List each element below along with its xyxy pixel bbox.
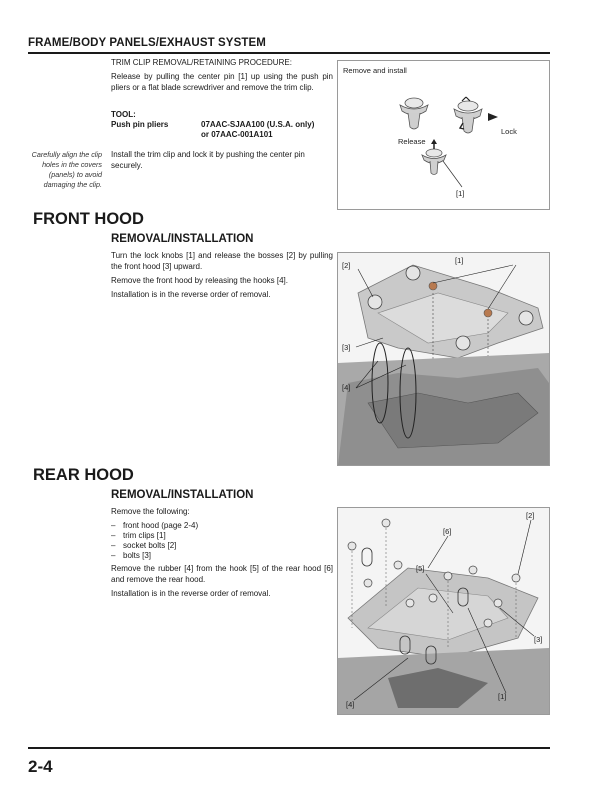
front-hood-figure <box>337 252 550 466</box>
rear-hood-step-2: Installation is in the reverse order of removal. <box>111 589 271 598</box>
rear-hood-figure <box>337 507 550 715</box>
rear-hood-title: REAR HOOD <box>33 466 134 484</box>
trim-clip-illustration <box>338 61 549 209</box>
front-hood-subtitle: REMOVAL/INSTALLATION <box>111 233 254 245</box>
front-hood-step-2: Remove the front hood by releasing the hooks [4]. <box>111 276 288 285</box>
list-item: – bolts [3] <box>111 551 333 561</box>
list-item: – trim clips [1] <box>111 531 333 541</box>
tool-label: TOOL: <box>111 110 136 119</box>
trim-clip-heading: TRIM CLIP REMOVAL/RETAINING PROCEDURE: <box>111 58 292 67</box>
lock-label: Lock <box>501 127 517 136</box>
rear-hood-intro: Remove the following: <box>111 507 190 516</box>
rear-callout-1: [1] <box>498 692 507 701</box>
rear-hood-subtitle: REMOVAL/INSTALLATION <box>111 489 254 501</box>
rear-hood-step-1: Remove the rubber [4] from the hook [5] of the rear hood [6] and remove the rear hood. <box>111 564 333 584</box>
rear-callout-3: [3] <box>534 635 543 644</box>
trim-clip-install-text: Install the trim clip and lock it by pushing the center pin securely. <box>111 150 305 170</box>
tool-part-2: or 07AAC-001A101 <box>201 130 273 139</box>
trim-clip-figure <box>337 60 550 210</box>
callout-1: [1] <box>456 189 465 198</box>
page-number: 2-4 <box>28 757 53 776</box>
front-hood-illustration <box>338 253 549 465</box>
rear-callout-4: [4] <box>346 700 355 709</box>
tool-part-1: 07AAC-SJAA100 (U.S.A. only) <box>201 120 315 129</box>
section-header: FRAME/BODY PANELS/EXHAUST SYSTEM <box>28 37 266 49</box>
release-label: Release <box>398 137 426 146</box>
rear-callout-6: [6] <box>443 527 452 536</box>
front-hood-step-3: Installation is in the reverse order of removal. <box>111 290 271 299</box>
front-callout-4: [4] <box>342 383 351 392</box>
tool-name: Push pin pliers <box>111 120 169 129</box>
trim-clip-removal-text: Release by pulling the center pin [1] up using the push pin pliers or a flat blade screwdriver and remove the trim clip. <box>111 72 333 92</box>
rear-hood-parts-list <box>111 521 333 561</box>
front-hood-step-1: Turn the lock knobs [1] and release the bosses [2] by pulling the front hood [3] upward. <box>111 251 333 271</box>
footer-rule <box>28 747 550 749</box>
list-item: – front hood (page 2-4) <box>111 521 333 531</box>
front-callout-3: [3] <box>342 343 351 352</box>
list-item: – socket bolts [2] <box>111 541 333 551</box>
front-callout-1: [1] <box>455 256 464 265</box>
rear-callout-5: [5] <box>416 564 425 573</box>
front-callout-2: [2] <box>342 261 351 270</box>
side-note: Carefully align the clip holes in the covers (panels) to avoid damaging the clip. <box>31 150 102 189</box>
figure-title: Remove and install <box>343 66 407 75</box>
header-rule <box>28 52 550 54</box>
rear-callout-2: [2] <box>526 511 535 520</box>
front-hood-title: FRONT HOOD <box>33 210 144 228</box>
rear-hood-illustration <box>338 508 549 714</box>
